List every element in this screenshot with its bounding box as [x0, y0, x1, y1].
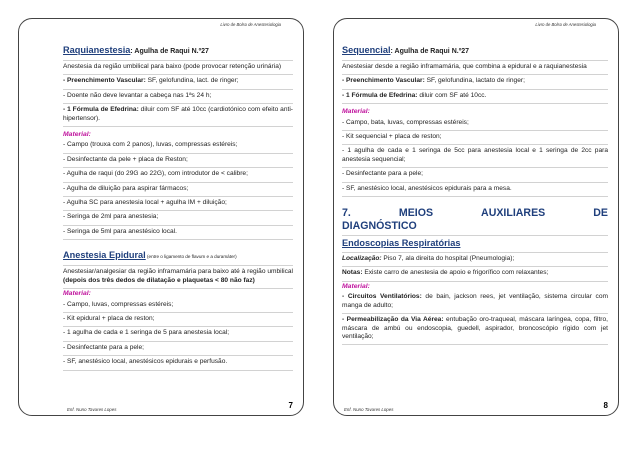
notes-block	[342, 267, 608, 281]
airway-text: entubação oro-traqueal, máscara laríngea, copa, filtro, máscara de ambú ou endoscopia, guedell, aspirador, broncoscópio rígido com jet ventilação;	[342, 316, 608, 340]
title-text: Raquianestesia	[63, 45, 131, 55]
formula-line	[342, 92, 608, 100]
material-text: - SF, anestésico local, anestésicos epidurais para a mesa.	[342, 184, 512, 192]
airway-line	[342, 316, 608, 341]
section-title-endoscopias	[342, 236, 608, 253]
epidural-title: Anestesia Epidural	[63, 250, 146, 261]
epidural-bold: (depois dos três dedos de dilatação e plaquetas < 80 não faz)	[63, 276, 255, 284]
material-text: - 1 agulha de cada e 1 seringa de 5 para anestesia local;	[63, 329, 230, 337]
material-item	[63, 356, 293, 370]
title-rest: : Agulha de Raqui N.º27	[130, 48, 209, 55]
fill-text: SF, gelofundina, lact. de ringer;	[145, 77, 239, 85]
material-item	[63, 313, 293, 327]
epidural-text	[63, 268, 293, 285]
material-text: - SF, anestésico local, anestésicos epidurais e perfusão.	[63, 358, 228, 366]
material-item	[63, 183, 293, 197]
page-number: 8	[603, 401, 608, 410]
material-text: - Seringa de 2ml para anestesia;	[63, 213, 159, 221]
no-lift-block	[63, 90, 293, 104]
circuits-line	[342, 293, 608, 310]
material-text: - Campo, bata, luvas, compressas estéreis;	[342, 118, 469, 126]
material-item	[342, 145, 608, 168]
material-text: - 1 agulha de cada e 1 seringa de 5cc para anestesia local e 1 seringa de 2cc para anestesia sequencial;	[342, 147, 608, 163]
location-text: Piso 7, ala direita do hospital (Pneumologia);	[381, 255, 515, 263]
formula-text: diluir com SF até 10cc (cardiotónico com efeito anti-hipertensor).	[63, 106, 293, 122]
material-text: - Desinfectante para a pele;	[342, 170, 424, 178]
circuits-block	[342, 291, 608, 314]
formula-text: diluir com SF até 10cc.	[417, 91, 487, 99]
material-item	[63, 342, 293, 356]
material-item	[342, 131, 608, 145]
intro-text: Anestesia da região umbilical para baixo (pode provocar retenção urinária)	[63, 63, 282, 70]
formula-label: - 1 Fórmula de Efedrina:	[63, 106, 139, 114]
material-item	[63, 226, 293, 240]
section-word: AUXILIARES	[481, 207, 546, 220]
fill-label: - Preenchimento Vascular:	[342, 77, 425, 85]
section-number: 7.	[342, 207, 351, 220]
material-text: - Agulha de raqui (do 29G ao 22G), com introdutor de < calibre;	[63, 170, 248, 178]
spacer	[63, 240, 293, 248]
epidural-block	[63, 266, 293, 289]
section-title-sequencial	[342, 43, 608, 61]
material-label: Material:	[342, 282, 370, 290]
material-text: - Desinfectante para a pele;	[63, 343, 145, 351]
material-item	[63, 211, 293, 225]
fill-line	[63, 77, 293, 85]
circuits-text: de bain, jackson rees, jet ventilação, sistema circular com manga de adulto;	[342, 293, 608, 309]
fill-label: - Preenchimento Vascular:	[63, 77, 146, 85]
fill-line	[342, 77, 608, 85]
page-content	[342, 43, 608, 345]
spacer	[342, 197, 608, 205]
epidural-plain: Anestesiar/analgesiar da região inframamária para baixo até à região umbilical	[63, 268, 293, 276]
page-header: Livro de Bolso de Anestesiologia	[220, 22, 281, 27]
material-label: Material:	[63, 131, 91, 139]
airway-block	[342, 314, 608, 345]
airway-label: - Permeabilização da Via Aérea:	[342, 316, 444, 324]
material-text: - Agulha de diluição para aspirar fármacos;	[63, 184, 189, 192]
title-rest: : Agulha de Raqui N.º27	[390, 48, 470, 55]
fill-block	[63, 75, 293, 89]
material-text: - Campo, luvas, compressas estéreis;	[63, 300, 174, 308]
notes-label: Notas:	[342, 269, 363, 277]
material-text: - Seringa de 5ml para anestésico local.	[63, 227, 177, 235]
material-item	[342, 117, 608, 131]
intro-block	[342, 61, 608, 75]
page-header: Livro de Bolso de Anestesiologia	[535, 22, 596, 27]
section-word: DIAGNÓSTICO	[342, 219, 417, 232]
epidural-note: (entre o ligamento de flavum e a duramáter)	[145, 254, 237, 260]
location-label: Localização:	[342, 255, 382, 263]
fill-block	[342, 75, 608, 89]
intro-block	[63, 61, 293, 75]
material-item	[342, 183, 608, 197]
material-item	[63, 168, 293, 182]
formula-block	[342, 90, 608, 104]
fill-text: SF, gelofundina, lactato de ringer;	[424, 77, 525, 85]
section-word: MEIOS	[398, 207, 434, 220]
section-heading-diagnostico	[342, 205, 608, 236]
page-8	[333, 18, 619, 416]
page-content	[63, 43, 293, 371]
material-item	[63, 299, 293, 313]
material-text: - Agulha SC para anestesia local + agulha IM + diluição;	[63, 199, 227, 207]
formula-block	[63, 104, 293, 127]
material-text: - Kit sequencial + placa de reston;	[342, 133, 442, 141]
page-footer: Enf. Nuno Tavares Lopes	[344, 407, 394, 412]
section-word: DE	[593, 207, 608, 220]
material-text: - Campo (trouxa com 2 panos), luvas, compressas estéreis;	[63, 141, 238, 149]
material-item	[342, 168, 608, 182]
section-title-epidural	[63, 248, 293, 266]
material-item	[63, 197, 293, 211]
material-item	[63, 139, 293, 153]
page-footer: Enf. Nuno Tavares Lopes	[67, 407, 117, 412]
page-number: 7	[288, 401, 293, 410]
title-text: Sequencial	[342, 45, 391, 55]
endo-title: Endoscopias Respiratórias	[342, 238, 461, 249]
no-lift-text: - Doente não deve levantar a cabeça nas 1ªs 24 h;	[63, 91, 212, 99]
location-block	[342, 253, 608, 267]
material-label: Material:	[342, 108, 370, 116]
notes-line	[342, 269, 608, 277]
intro-text: Anestesiar desde a região inframamária, que combina a epidural e a raquianestesia	[342, 63, 587, 70]
material-label: Material:	[63, 290, 91, 298]
material-item	[63, 154, 293, 168]
location-line	[342, 255, 608, 263]
page-7	[18, 18, 304, 416]
material-text: - Kit epidural + placa de reston;	[63, 314, 155, 322]
material-text: - Desinfectante da pele + placa de Reston;	[63, 155, 188, 163]
material-item	[63, 327, 293, 341]
formula-label: - 1 Fórmula de Efedrina:	[342, 91, 418, 99]
section-title-raquianestesia	[63, 43, 293, 61]
formula-line	[63, 106, 293, 123]
circuits-label: - Circuitos Ventilatórios:	[342, 293, 422, 301]
notes-text: Existe carro de anestesia de apoio e frigorífico com relaxantes;	[362, 269, 549, 277]
